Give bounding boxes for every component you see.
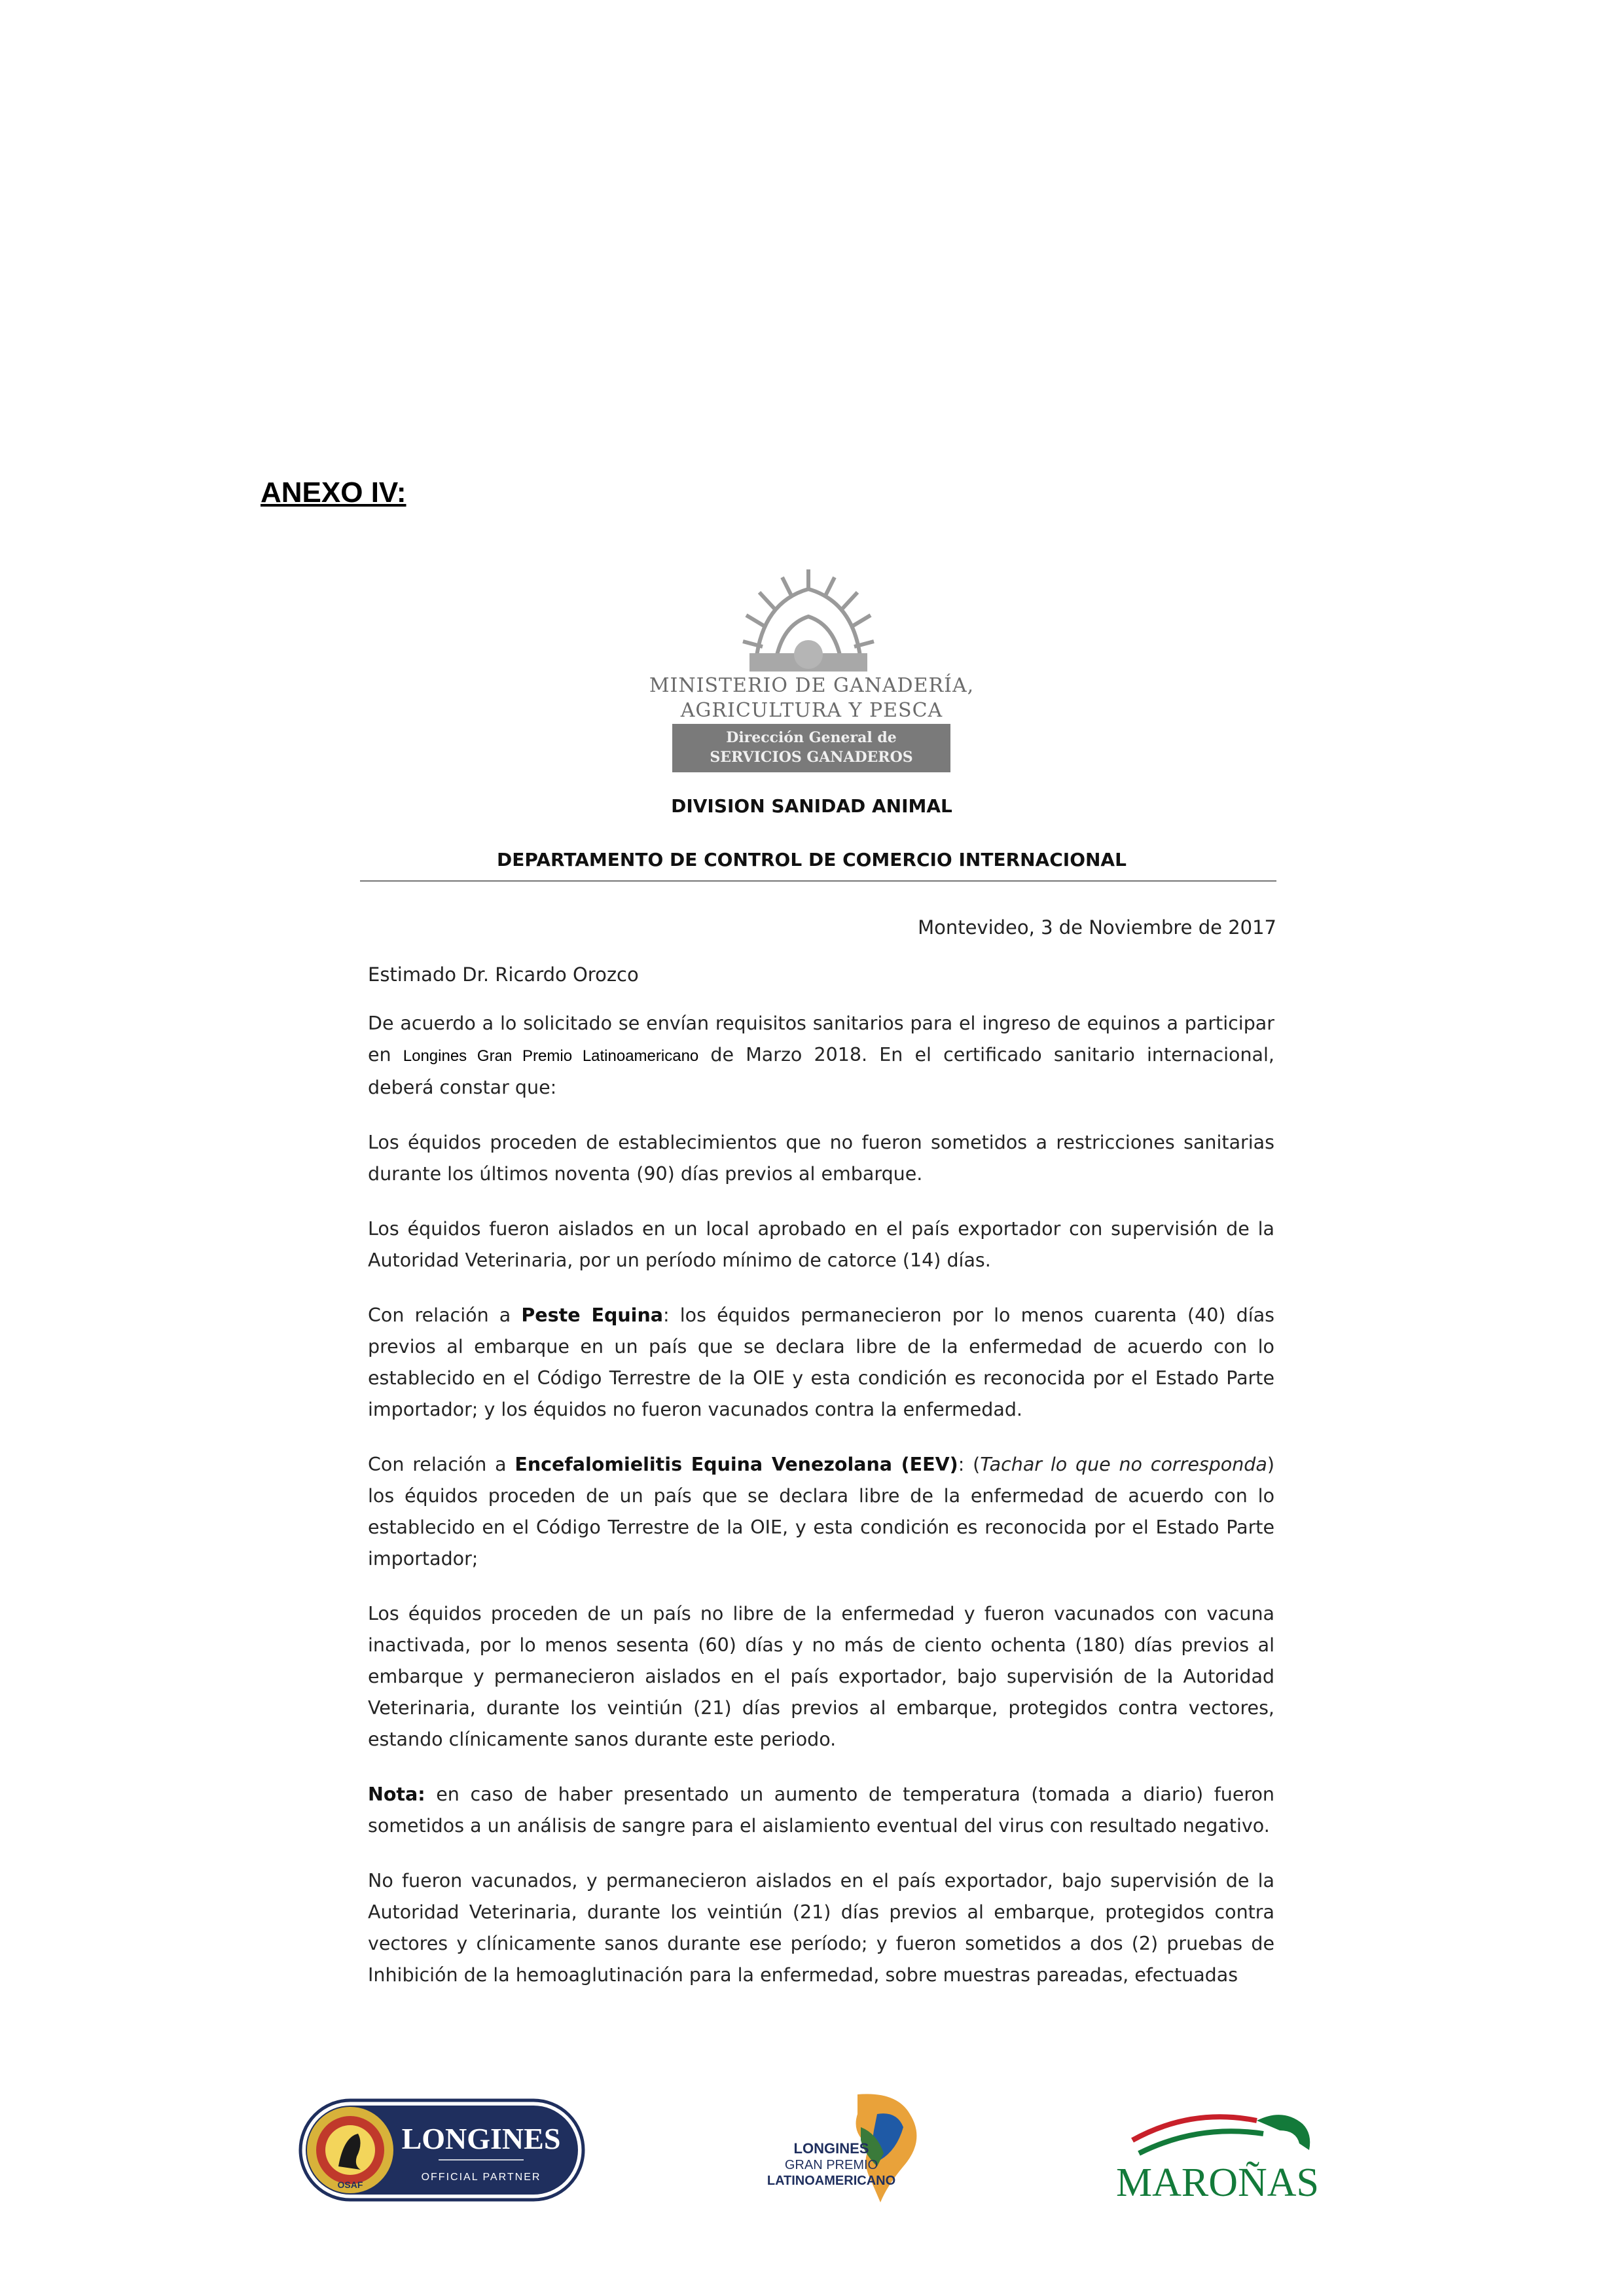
directorate-line1: Dirección General de — [726, 729, 897, 746]
ministry-name-line1: MINISTERIO DE GANADERÍA, — [649, 674, 975, 697]
sun-emblem-icon — [684, 563, 933, 687]
maronas-logo — [1113, 2094, 1329, 2212]
longines-official-partner-logo — [298, 2098, 586, 2202]
letter-salutation: Estimado Dr. Ricardo Orozco — [368, 963, 639, 986]
paragraph-intro: De acuerdo a lo solicitado se envían requisitos sanitarios para el ingreso de equinos a participar en Longines Gran Premio Latinoamericano de Marzo 2018. En el certificado sanitario internacional, deberá constar que: — [368, 1013, 1274, 1098]
longines-gran-premio-logo — [746, 2088, 956, 2206]
longines-brand: LONGINES — [401, 2122, 561, 2155]
paragraph-isolation: Los équidos fueron aislados en un local aprobado en el país exportador con supervisión de la Autoridad Veterinaria, por un período mínimo de catorce (14) días. — [368, 1218, 1274, 1271]
longines-official-partner: OFFICIAL PARTNER — [421, 2172, 541, 2183]
event-name: Longines Gran Premio Latinoamericano — [403, 1047, 699, 1065]
lgp-line1: LONGINES — [793, 2140, 869, 2157]
directorate-line2: SERVICIOS GANADEROS — [710, 749, 913, 766]
paragraph-not-vaccinated: No fueron vacunados, y permanecieron aislados en el país exportador, bajo supervisión de la Autoridad Veterinaria, durante los veintiún (21) días previos al embarque, protegidos contra vectores y clínicamente sanos durante ese período; y fueron sometidos a dos (2) pruebas de Inhibición de la hemoaglutinación para la enfermedad, sobre muestras pareadas, efectuadas — [368, 1870, 1274, 1986]
paragraph-vaccinated: Los équidos proceden de un país no libre de la enfermedad y fueron vacunados con vacuna inactivada, por lo menos sesenta (60) días y no más de ciento ochenta (180) días previos al embarque y permanecieron aislados en el país exportador, bajo supervisión de la Autoridad Veterinaria, durante los veintiún (21) días previos al embarque, protegidos contra vectores, estando clínicamente sanos durante este periodo. — [368, 1603, 1274, 1750]
department-heading: DEPARTAMENTO DE CONTROL DE COMERCIO INTERNACIONAL — [497, 849, 1127, 870]
letter-body — [368, 1008, 1274, 1991]
paragraph-eev: Con relación a Encefalomielitis Equina Venezolana (EEV): (Tachar lo que no corresponda) los équidos proceden de un país que se declara libre de la enfermedad de acuerdo con lo establecido en el Código Terrestre de la OIE, y esta condición es reconocida por el Estado Parte importador; — [368, 1454, 1274, 1570]
division-heading: DIVISION SANIDAD ANIMAL — [671, 795, 952, 817]
scanned-letter — [347, 563, 1276, 2049]
paragraph-establishments: Los équidos proceden de establecimientos que no fueron sometidos a restricciones sanitarias durante los últimos noventa (90) días previos al embarque. — [368, 1132, 1274, 1185]
osaf-label: OSAF — [337, 2179, 363, 2190]
paragraph-note: Nota: en caso de haber presentado un aumento de temperatura (tomada a diario) fueron sometidos a un análisis de sangre para el aislamiento eventual del virus con resultado negativo. — [368, 1784, 1274, 1837]
maronas-wordmark: MAROÑAS — [1115, 2161, 1320, 2205]
lgp-line3: LATINOAMERICANO — [767, 2174, 896, 2188]
directorate-banner — [672, 724, 950, 772]
paragraph-peste-equina: Con relación a Peste Equina: los équidos permanecieron por lo menos cuarenta (40) días previos al embarque en un país que se declara libre de la enfermedad de acuerdo con lo establecido en el Código Terrestre de la OIE y esta condición es reconocida por el Estado Parte importador; y los équidos no fueron vacunados contra la enfermedad. — [368, 1304, 1275, 1420]
lgp-line2: GRAN PREMIO — [784, 2158, 878, 2172]
annex-title: ANEXO IV: — [261, 476, 406, 509]
header-divider — [360, 880, 1276, 882]
ministry-name-line2: AGRICULTURA Y PESCA — [680, 699, 943, 722]
letter-date: Montevideo, 3 de Noviembre de 2017 — [918, 916, 1276, 939]
